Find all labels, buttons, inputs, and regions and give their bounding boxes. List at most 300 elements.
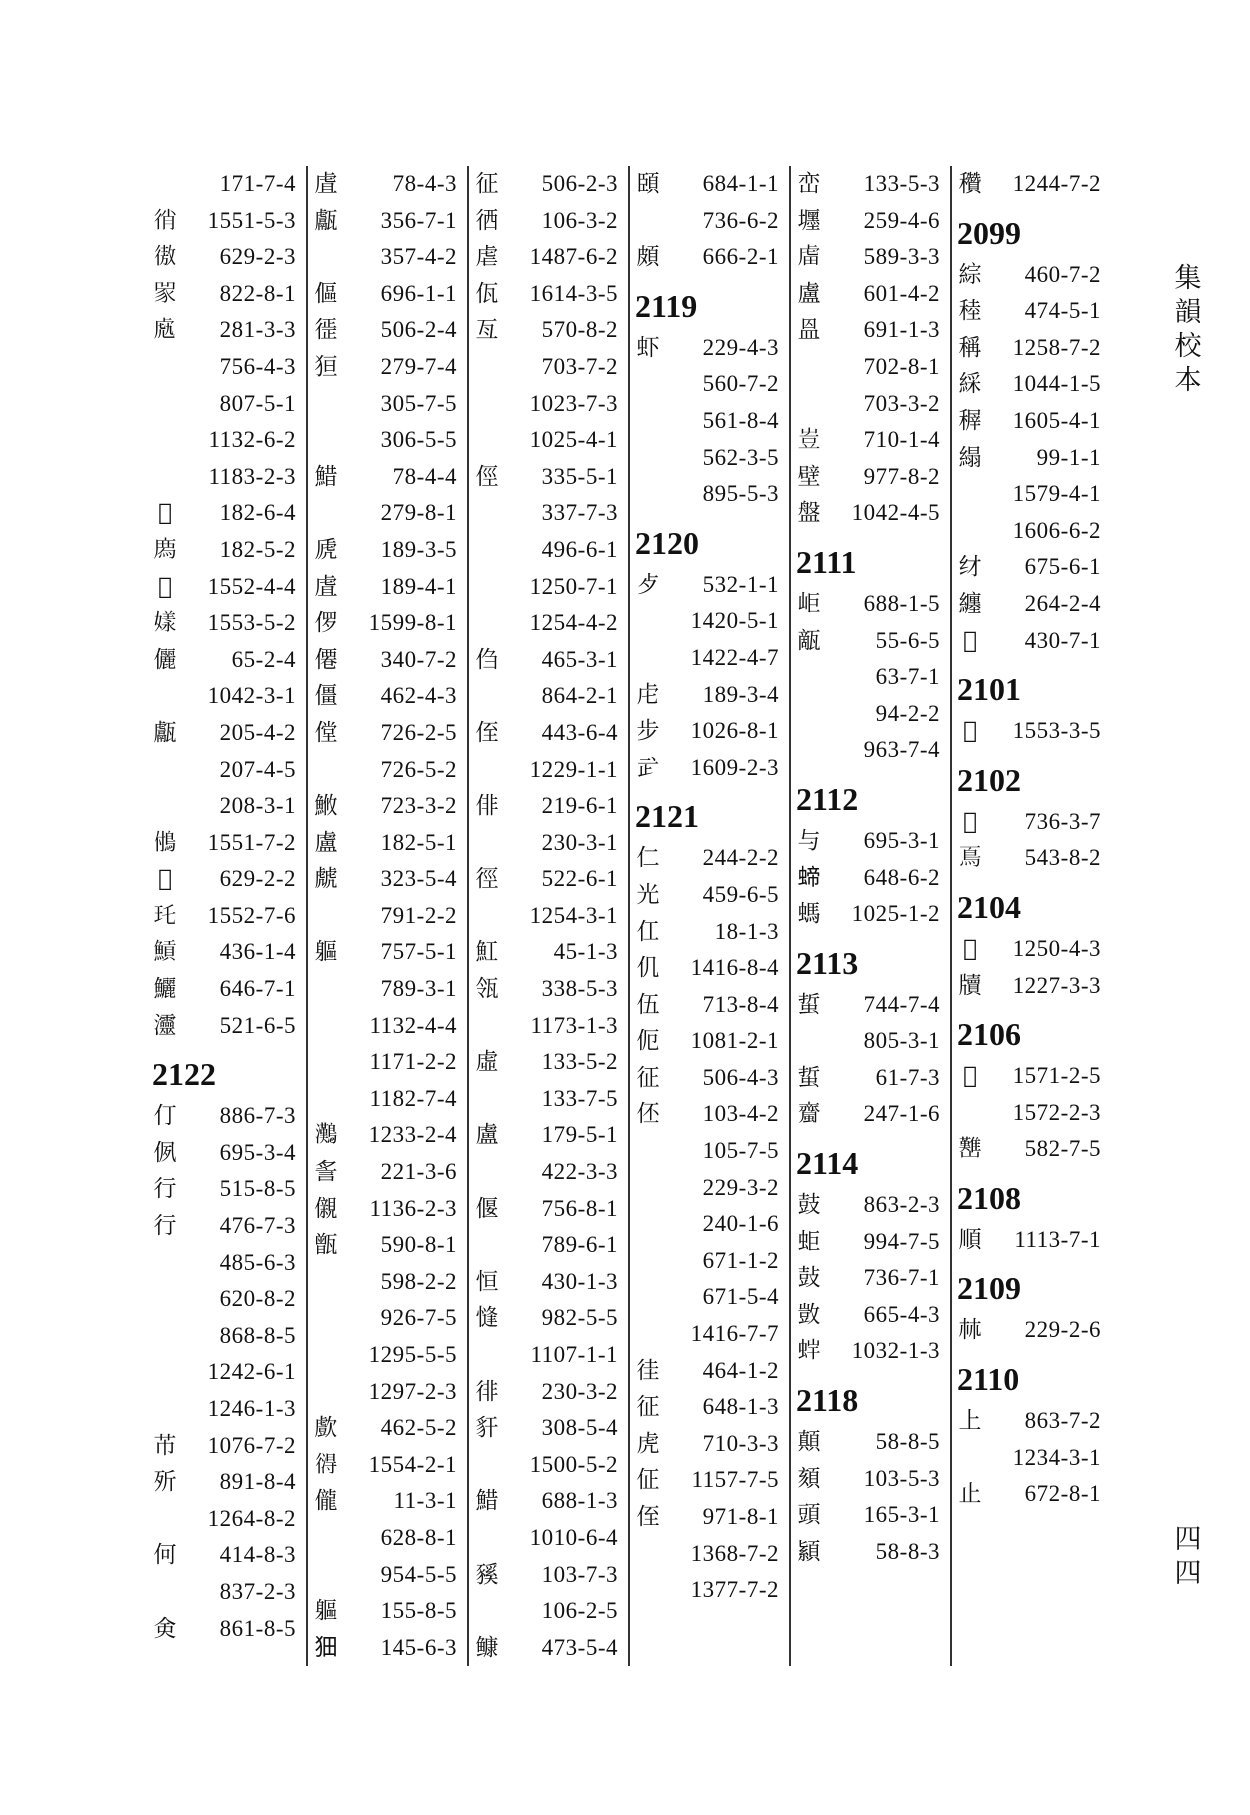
entry-reference: 789-6-1 — [541, 1232, 618, 1258]
entry-reference: 646-7-1 — [219, 976, 296, 1002]
entry-reference: 688-1-3 — [541, 1488, 618, 1514]
index-entry — [631, 1206, 789, 1243]
index-column-5 — [792, 166, 952, 1666]
index-entry — [148, 1318, 306, 1355]
index-entry — [309, 569, 467, 606]
entry-reference: 1416-7-7 — [690, 1321, 779, 1347]
index-entry — [148, 1354, 306, 1391]
entry-reference: 521-6-5 — [219, 1012, 296, 1038]
entry-reference: 1076-7-2 — [207, 1432, 296, 1458]
index-entry — [953, 1440, 1111, 1477]
entry-reference: 305-7-5 — [380, 390, 457, 416]
entry-reference: 756-8-1 — [541, 1195, 618, 1221]
entry-reference: 65-2-4 — [231, 646, 296, 672]
index-entry — [470, 1191, 628, 1228]
entry-reference: 221-3-6 — [380, 1159, 457, 1185]
entry-character: 㑇 — [475, 646, 499, 673]
index-entry — [470, 678, 628, 715]
entry-character: 侄 — [475, 719, 499, 746]
entry-reference: 982-5-5 — [541, 1305, 618, 1331]
section-heading: 2109 — [957, 1270, 1021, 1307]
index-entry — [792, 659, 950, 696]
entry-character: 䌶 — [958, 554, 982, 581]
index-entry — [792, 1260, 950, 1297]
entry-reference: 1227-3-3 — [1012, 972, 1101, 998]
entry-reference: 1234-3-1 — [1012, 1444, 1101, 1470]
index-entry — [631, 366, 789, 403]
index-entry — [792, 1023, 950, 1060]
index-entry — [631, 1316, 789, 1353]
entry-reference: 94-2-2 — [875, 700, 940, 726]
entry-character: 偃 — [475, 1195, 499, 1222]
page-number-char: 四 — [1174, 1558, 1202, 1589]
entry-reference: 1010-6-4 — [529, 1524, 618, 1550]
section-heading: 2120 — [635, 524, 699, 561]
entry-reference: 133-5-3 — [863, 171, 940, 196]
index-entry — [470, 239, 628, 276]
index-entry — [309, 459, 467, 496]
entry-reference: 863-2-3 — [863, 1192, 940, 1218]
index-entry — [953, 840, 1111, 877]
index-entry — [309, 532, 467, 569]
entry-reference: 465-3-1 — [541, 646, 618, 672]
entry-character: 光 — [636, 881, 660, 908]
entry-reference: 1229-1-1 — [529, 756, 618, 782]
entry-reference: 695-3-4 — [219, 1139, 296, 1165]
index-entry — [148, 1245, 306, 1282]
entry-character: 豻 — [475, 1415, 499, 1442]
entry-character: 𦈟 — [963, 627, 977, 654]
section-heading: 2102 — [957, 761, 1021, 798]
index-entry — [309, 203, 467, 240]
index-entry — [953, 1058, 1111, 1095]
index-entry — [470, 349, 628, 386]
index-entry — [470, 1081, 628, 1118]
entry-reference: 338-5-3 — [541, 976, 618, 1002]
entry-reference: 560-7-2 — [702, 371, 779, 397]
entry-character: 僊 — [314, 646, 338, 673]
entry-reference: 357-4-2 — [380, 244, 457, 270]
entry-character: 歽 — [153, 1469, 177, 1496]
entry-reference: 61-7-3 — [875, 1064, 940, 1090]
entry-reference: 598-2-2 — [380, 1268, 457, 1294]
entry-character: 伍 — [636, 991, 660, 1018]
index-entry — [792, 1224, 950, 1261]
entry-reference: 1605-4-1 — [1012, 407, 1101, 433]
index-entry — [148, 1135, 306, 1172]
index-entry — [148, 1574, 306, 1611]
index-entry — [148, 1171, 306, 1208]
index-entry — [470, 1337, 628, 1374]
entry-character: 步 — [636, 718, 660, 745]
index-entry — [309, 1447, 467, 1484]
entry-reference: 562-3-5 — [702, 444, 779, 470]
entry-reference: 666-2-1 — [702, 244, 779, 270]
index-entry — [470, 1300, 628, 1337]
entry-reference: 464-1-2 — [702, 1357, 779, 1383]
section-heading: 2119 — [635, 287, 698, 324]
index-entry — [470, 569, 628, 606]
entry-reference: 1572-2-3 — [1012, 1099, 1101, 1125]
index-entry — [470, 1557, 628, 1594]
entry-character: 𤗒 — [963, 718, 977, 745]
index-entry — [148, 1391, 306, 1428]
entry-character: 虘 — [314, 573, 338, 600]
index-entry — [309, 422, 467, 459]
index-entry — [148, 459, 306, 496]
entry-character: 顛 — [797, 1429, 821, 1456]
index-entry — [309, 1191, 467, 1228]
entry-character: 虛 — [475, 1049, 499, 1076]
entry-character: 虍 — [636, 681, 660, 708]
index-entry — [148, 1098, 306, 1135]
index-entry — [470, 312, 628, 349]
entry-character: 稑 — [958, 298, 982, 325]
index-entry — [792, 1333, 950, 1370]
entry-reference: 1254-3-1 — [529, 902, 618, 928]
entry-character: 上 — [958, 1408, 982, 1435]
index-entry — [792, 422, 950, 459]
index-entry — [148, 422, 306, 459]
entry-reference: 103-5-3 — [863, 1465, 940, 1491]
entry-reference: 994-7-5 — [863, 1228, 940, 1254]
entry-reference: 590-8-1 — [380, 1232, 457, 1258]
index-entry — [631, 1389, 789, 1426]
entry-reference: 11-3-1 — [393, 1488, 457, 1514]
entry-reference: 713-8-4 — [702, 991, 779, 1017]
entry-reference: 506-4-3 — [702, 1064, 779, 1090]
index-entry — [470, 642, 628, 679]
entry-character: 岠 — [797, 590, 821, 617]
entry-reference: 629-2-2 — [219, 866, 296, 892]
index-entry — [470, 276, 628, 313]
index-entry — [470, 825, 628, 862]
entry-reference: 695-3-1 — [863, 827, 940, 853]
index-entry — [309, 276, 467, 313]
index-entry — [309, 312, 467, 349]
index-entry — [148, 971, 306, 1008]
entry-character: 徆 — [475, 207, 499, 234]
index-entry — [470, 1447, 628, 1484]
side-title — [1168, 262, 1208, 398]
entry-character: 伾 — [636, 1101, 660, 1128]
entry-character: 何 — [153, 1542, 177, 1569]
index-entry — [309, 715, 467, 752]
index-entry — [470, 788, 628, 825]
index-entry — [309, 1008, 467, 1045]
entry-reference: 1553-3-5 — [1012, 718, 1101, 744]
entry-reference: 1250-4-3 — [1012, 935, 1101, 961]
entry-reference: 703-7-2 — [541, 353, 618, 379]
index-entry — [792, 1461, 950, 1498]
entry-reference: 791-2-2 — [380, 902, 457, 928]
entry-reference: 691-1-3 — [863, 317, 940, 343]
index-entry — [470, 532, 628, 569]
index-entry — [631, 1462, 789, 1499]
index-entry — [792, 166, 950, 203]
entry-reference: 710-1-4 — [863, 427, 940, 453]
entry-reference: 1081-2-1 — [690, 1028, 779, 1054]
entry-reference: 1551-5-3 — [207, 207, 296, 233]
entry-character: 𧯛 — [797, 427, 821, 454]
entry-reference: 601-4-2 — [863, 280, 940, 306]
entry-character: 傴 — [314, 280, 338, 307]
entry-reference: 443-6-4 — [541, 719, 618, 745]
entry-reference: 106-3-2 — [541, 207, 618, 233]
index-entry — [470, 1410, 628, 1447]
index-entry — [309, 1630, 467, 1667]
entry-reference: 281-3-3 — [219, 317, 296, 343]
entry-character: 𩾊 — [963, 808, 977, 835]
index-entry — [470, 422, 628, 459]
entry-reference: 1026-8-1 — [690, 718, 779, 744]
entry-reference: 1551-7-2 — [207, 829, 296, 855]
entry-reference: 205-4-2 — [219, 719, 296, 745]
entry-character: 与 — [797, 827, 821, 854]
index-entry — [309, 1300, 467, 1337]
entry-character: 頣 — [636, 171, 660, 197]
index-entry — [631, 750, 789, 787]
entry-reference: 182-5-2 — [219, 536, 296, 562]
index-entry — [792, 1060, 950, 1097]
index-entry — [631, 203, 789, 240]
entry-reference: 805-3-1 — [863, 1028, 940, 1054]
index-entry — [792, 1297, 950, 1334]
index-entry — [953, 1095, 1111, 1132]
entry-reference: 863-7-2 — [1024, 1408, 1101, 1434]
entry-character: 軀 — [314, 1598, 338, 1625]
entry-reference: 1246-1-3 — [207, 1396, 296, 1421]
index-entry — [309, 752, 467, 789]
index-entry — [470, 1154, 628, 1191]
entry-reference: 189-3-4 — [702, 681, 779, 707]
entry-character: 䱜 — [314, 463, 338, 490]
entry-reference: 1614-3-5 — [529, 280, 618, 306]
entry-character: 盧 — [797, 280, 821, 307]
index-entry — [953, 623, 1111, 660]
entry-character: 儭 — [314, 1195, 338, 1222]
entry-character: 盤 — [797, 500, 821, 527]
entry-reference: 18-1-3 — [714, 918, 779, 944]
entry-character: 㑩 — [314, 610, 338, 637]
entry-reference: 1171-2-2 — [369, 1049, 457, 1075]
index-entry — [631, 1096, 789, 1133]
entry-character: 徘 — [475, 1378, 499, 1405]
index-entry — [631, 403, 789, 440]
entry-reference: 1244-7-2 — [1012, 171, 1101, 196]
index-entry — [148, 386, 306, 423]
index-entry — [148, 495, 306, 532]
index-entry — [309, 1520, 467, 1557]
entry-reference: 1113-7-1 — [1014, 1226, 1101, 1252]
entry-reference: 230-3-2 — [541, 1378, 618, 1404]
entry-character: 𩾌 — [475, 1634, 499, 1661]
entry-character: 鼓 — [797, 1192, 821, 1219]
index-entry — [309, 1374, 467, 1411]
entry-reference: 335-5-1 — [541, 463, 618, 489]
entry-reference: 58-8-5 — [875, 1429, 940, 1455]
entry-reference: 436-1-4 — [219, 939, 296, 965]
entry-reference: 58-8-3 — [875, 1538, 940, 1564]
entry-reference: 723-3-2 — [380, 793, 457, 819]
entry-character: 牘 — [958, 972, 982, 999]
entry-reference: 861-8-5 — [219, 1615, 296, 1641]
entry-character: 虘 — [314, 171, 338, 197]
entry-reference: 78-4-3 — [392, 171, 457, 196]
side-title-char: 集 — [1174, 263, 1202, 294]
index-entry — [470, 1264, 628, 1301]
entry-character: 甗 — [314, 207, 338, 234]
entry-reference: 133-7-5 — [541, 1085, 618, 1111]
entry-character: 𧰽 — [153, 280, 177, 307]
side-title-char: 韻 — [1174, 297, 1202, 328]
entry-reference: 757-5-1 — [380, 939, 457, 965]
entry-reference: 1368-7-2 — [690, 1540, 779, 1566]
entry-reference: 665-4-3 — [863, 1301, 940, 1327]
section-heading: 2099 — [957, 214, 1021, 251]
entry-character: 蚷 — [797, 1228, 821, 1255]
section-heading: 2118 — [796, 1382, 859, 1419]
entry-character: 恒 — [475, 1268, 499, 1295]
index-entry — [631, 914, 789, 951]
entry-character: 𧓉 — [797, 1101, 821, 1128]
entry-reference: 179-5-1 — [541, 1122, 618, 1148]
entry-reference: 460-7-2 — [1024, 261, 1101, 287]
index-entry — [470, 1630, 628, 1667]
index-entry — [309, 898, 467, 935]
index-entry — [148, 532, 306, 569]
entry-character: 𤅩 — [314, 1122, 338, 1149]
page-number-char: 四 — [1174, 1524, 1202, 1555]
entry-reference: 672-8-1 — [1024, 1481, 1101, 1507]
entry-character: 壁 — [797, 463, 821, 490]
index-entry — [470, 605, 628, 642]
index-entry — [148, 239, 306, 276]
index-entry — [792, 1096, 950, 1133]
entry-reference: 926-7-5 — [380, 1305, 457, 1331]
entry-reference: 954-5-5 — [380, 1561, 457, 1587]
entry-character: 綵 — [958, 371, 982, 398]
entry-reference: 736-6-2 — [702, 207, 779, 233]
section-heading: 2121 — [635, 798, 699, 835]
entry-character: 順 — [958, 1226, 982, 1253]
section-heading: 2111 — [796, 543, 857, 580]
index-entry — [953, 440, 1111, 477]
entry-character: 甗 — [153, 719, 177, 746]
index-column-6 — [953, 166, 1111, 1666]
entry-reference: 145-6-3 — [380, 1634, 457, 1660]
index-entry — [470, 1117, 628, 1154]
index-entry — [631, 877, 789, 914]
entry-character: 𩿧 — [153, 829, 177, 856]
index-entry — [309, 971, 467, 1008]
index-entry — [309, 1337, 467, 1374]
entry-reference: 462-5-2 — [380, 1415, 457, 1441]
index-entry — [148, 788, 306, 825]
index-entry — [953, 1403, 1111, 1440]
entry-reference: 726-5-2 — [380, 756, 457, 782]
entry-reference: 78-4-4 — [392, 463, 457, 489]
entry-reference: 1297-2-3 — [368, 1378, 457, 1404]
index-entry — [792, 1187, 950, 1224]
entry-reference: 240-1-6 — [702, 1211, 779, 1237]
entry-reference: 337-7-3 — [541, 500, 618, 526]
entry-reference: 414-8-3 — [219, 1542, 296, 1568]
index-entry — [792, 495, 950, 532]
index-column-1 — [148, 166, 308, 1666]
entry-reference: 736-7-1 — [863, 1265, 940, 1291]
index-entry — [792, 623, 950, 660]
index-entry — [953, 293, 1111, 330]
index-entry — [953, 549, 1111, 586]
entry-character: 歺 — [636, 571, 660, 598]
index-entry — [309, 1593, 467, 1630]
index-entry — [631, 476, 789, 513]
entry-character: 虐 — [475, 244, 499, 271]
entry-character: 虤 — [314, 866, 338, 893]
entry-character: 俓 — [475, 463, 499, 490]
index-entry — [631, 713, 789, 750]
index-entry — [631, 987, 789, 1024]
page-number — [1168, 1523, 1208, 1591]
index-entry — [148, 752, 306, 789]
index-entry — [309, 825, 467, 862]
index-entry — [148, 1281, 306, 1318]
index-entry — [631, 1499, 789, 1536]
entry-reference: 182-5-1 — [380, 829, 457, 855]
entry-character: 豯 — [475, 1561, 499, 1588]
entry-reference: 476-7-3 — [219, 1213, 296, 1239]
entry-character: 𩹸 — [153, 939, 177, 966]
index-entry — [309, 861, 467, 898]
index-entry — [792, 1534, 950, 1571]
entry-reference: 1606-6-2 — [1012, 517, 1101, 543]
entry-reference: 1377-7-2 — [690, 1577, 779, 1603]
entry-reference: 473-5-4 — [541, 1634, 618, 1660]
entry-reference: 756-4-3 — [219, 353, 296, 379]
entry-reference: 789-3-1 — [380, 976, 457, 1002]
entry-character: 𤝗 — [314, 1634, 338, 1661]
entry-reference: 1044-1-5 — [1012, 371, 1101, 397]
entry-reference: 165-3-1 — [863, 1502, 940, 1528]
entry-reference: 103-7-3 — [541, 1561, 618, 1587]
entry-character: 𧆬 — [153, 317, 177, 344]
entry-reference: 864-2-1 — [541, 683, 618, 709]
index-entry — [148, 1537, 306, 1574]
index-entry — [631, 677, 789, 714]
entry-character: 𢕟 — [153, 244, 177, 271]
entry-reference: 182-6-4 — [219, 500, 296, 526]
entry-character: 仉 — [636, 955, 660, 982]
entry-reference: 648-1-3 — [702, 1394, 779, 1420]
index-entry — [792, 696, 950, 733]
index-entry — [631, 567, 789, 604]
index-entry — [309, 239, 467, 276]
index-entry — [148, 1611, 306, 1648]
entry-reference: 1552-7-6 — [207, 902, 296, 928]
index-entry — [631, 1170, 789, 1207]
entry-reference: 736-3-7 — [1024, 808, 1101, 834]
entry-reference: 308-5-4 — [541, 1415, 618, 1441]
entry-reference: 133-5-2 — [541, 1049, 618, 1075]
entry-reference: 886-7-3 — [219, 1103, 296, 1129]
index-entry — [470, 1483, 628, 1520]
index-entry — [309, 1557, 467, 1594]
index-entry — [631, 1353, 789, 1390]
index-entry — [953, 1476, 1111, 1513]
entry-reference: 103-4-2 — [702, 1101, 779, 1127]
index-entry — [148, 1428, 306, 1465]
